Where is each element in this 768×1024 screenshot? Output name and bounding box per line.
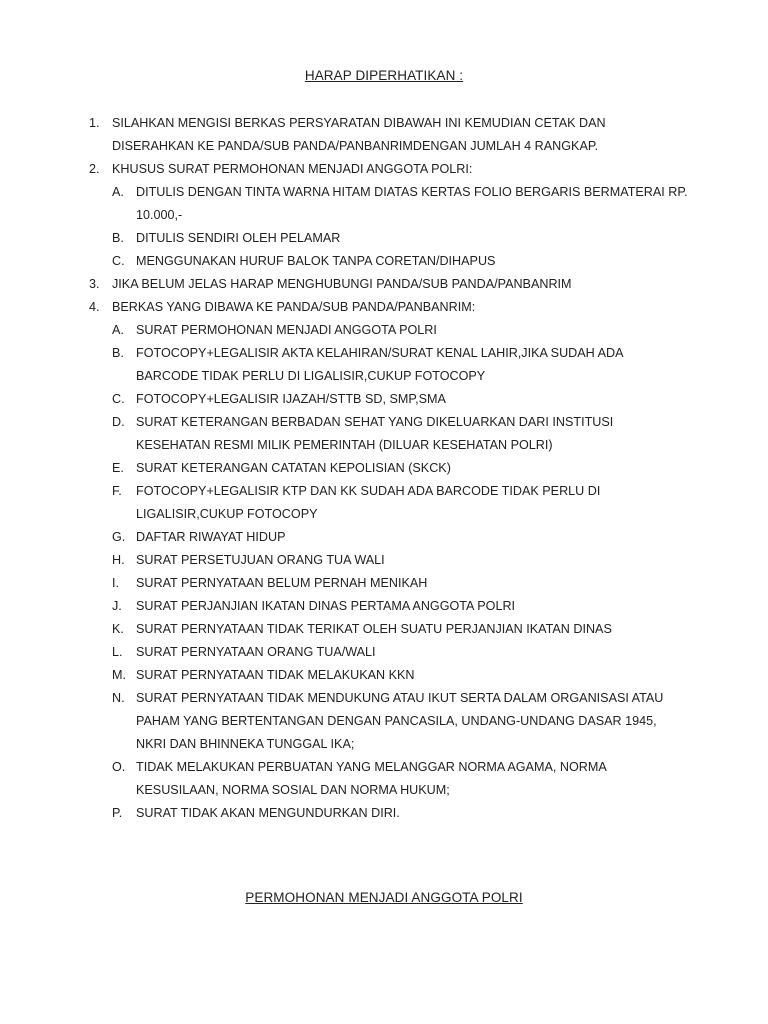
requirements-list — [0, 112, 768, 825]
sub-list-item — [112, 388, 688, 411]
sub-list-item — [112, 641, 688, 664]
sub-list-item-text: TIDAK MELAKUKAN PERBUATAN YANG MELANGGAR NORMA AGAMA, NORMA KESUSILAAN, NORMA SOSIAL DAN NORMA HUKUM; — [136, 760, 607, 797]
sub-list-item-letter: E. — [112, 461, 124, 475]
sub-list-item — [112, 756, 688, 802]
list-item-text: KHUSUS SURAT PERMOHONAN MENJADI ANGGOTA POLRI: — [112, 162, 473, 176]
sub-list-item — [112, 411, 688, 457]
sub-list-item-text: SURAT PERNYATAAN TIDAK TERIKAT OLEH SUATU PERJANJIAN IKATAN DINAS — [136, 622, 612, 636]
sub-list-item — [112, 526, 688, 549]
sub-list-item-text: FOTOCOPY+LEGALISIR KTP DAN KK SUDAH ADA BARCODE TIDAK PERLU DI LIGALISIR,CUKUP FOTOCOPY — [136, 484, 601, 521]
sub-list — [112, 181, 688, 273]
page-title: HARAP DIPERHATIKAN : — [304, 68, 464, 83]
sub-list-item-letter: K. — [112, 622, 124, 636]
sub-list-item — [112, 595, 688, 618]
sub-list-item-text: SURAT PERNYATAAN TIDAK MELAKUKAN KKN — [136, 668, 415, 682]
list-item-number: 2. — [89, 162, 100, 176]
sub-list-item-text: SURAT TIDAK AKAN MENGUNDURKAN DIRI. — [136, 806, 400, 820]
sub-list-item-text: MENGGUNAKAN HURUF BALOK TANPA CORETAN/DIHAPUS — [136, 254, 496, 268]
sub-list-item — [112, 664, 688, 687]
sub-list-item-letter: O. — [112, 760, 126, 774]
sub-list-item-text: FOTOCOPY+LEGALISIR AKTA KELAHIRAN/SURAT KENAL LAHIR,JIKA SUDAH ADA BARCODE TIDAK PERLU DI LIGALISIR,CUKUP FOTOCOPY — [136, 346, 623, 383]
list-item — [0, 296, 768, 825]
sub-list-item — [112, 342, 688, 388]
sub-list-item-letter: B. — [112, 346, 124, 360]
sub-list-item-text: SURAT PERSETUJUAN ORANG TUA WALI — [136, 553, 385, 567]
sub-list-item — [112, 250, 688, 273]
sub-list-item-letter: D. — [112, 415, 125, 429]
list-item — [0, 158, 768, 273]
list-item-number: 4. — [89, 300, 100, 314]
sub-list-item-text: DITULIS SENDIRI OLEH PELAMAR — [136, 231, 341, 245]
list-item — [0, 112, 768, 158]
sub-list-item-text: SURAT PERNYATAAN ORANG TUA/WALI — [136, 645, 376, 659]
sub-list-item — [112, 687, 688, 756]
sub-list-item — [112, 457, 688, 480]
sub-list-item-text: DAFTAR RIWAYAT HIDUP — [136, 530, 286, 544]
list-item-text: BERKAS YANG DIBAWA KE PANDA/SUB PANDA/PANBANRIM: — [112, 300, 476, 314]
sub-list-item-letter: M. — [112, 668, 126, 682]
sub-list-item — [112, 549, 688, 572]
sub-list-item-letter: H. — [112, 553, 125, 567]
sub-list-item — [112, 618, 688, 641]
sub-list-item-text: SURAT PERNYATAAN TIDAK MENDUKUNG ATAU IKUT SERTA DALAM ORGANISASI ATAU PAHAM YANG BERTENTANGAN DENGAN PANCASILA, UNDANG-UNDANG DASAR 1945, NKRI DAN BHINNEKA TUNGGAL IKA; — [136, 691, 664, 751]
list-item — [0, 273, 768, 296]
sub-list — [112, 319, 688, 825]
sub-list-item — [112, 480, 688, 526]
sub-list-item-text: DITULIS DENGAN TINTA WARNA HITAM DIATAS KERTAS FOLIO BERGARIS BERMATERAI RP. 10.000,- — [136, 185, 688, 222]
sub-list-item-text: SURAT PERJANJIAN IKATAN DINAS PERTAMA ANGGOTA POLRI — [136, 599, 516, 613]
sub-list-item-text: SURAT KETERANGAN BERBADAN SEHAT YANG DIKELUARKAN DARI INSTITUSI KESEHATAN RESMI MILIK PEMERINTAH (DILUAR KESEHATAN POLRI) — [136, 415, 614, 452]
sub-list-item-letter: I. — [112, 576, 119, 590]
list-item-text: JIKA BELUM JELAS HARAP MENGHUBUNGI PANDA/SUB PANDA/PANBANRIM — [112, 277, 572, 291]
sub-list-item — [112, 181, 688, 227]
sub-list-item-text: SURAT PERMOHONAN MENJADI ANGGOTA POLRI — [136, 323, 437, 337]
sub-list-item-letter: A. — [112, 323, 124, 337]
list-item-number: 3. — [89, 277, 100, 291]
sub-list-item — [112, 802, 688, 825]
sub-list-item-letter: F. — [112, 484, 122, 498]
sub-list-item-letter: L. — [112, 645, 123, 659]
sub-list-item — [112, 227, 688, 250]
sub-list-item — [112, 319, 688, 342]
sub-list-item — [112, 572, 688, 595]
sub-list-item-letter: C. — [112, 254, 125, 268]
sub-list-item-text: SURAT KETERANGAN CATATAN KEPOLISIAN (SKCK) — [136, 461, 451, 475]
sub-list-item-text: SURAT PERNYATAAN BELUM PERNAH MENIKAH — [136, 576, 428, 590]
sub-list-item-letter: C. — [112, 392, 125, 406]
sub-list-item-letter: N. — [112, 691, 125, 705]
sub-list-item-letter: J. — [112, 599, 122, 613]
list-item-number: 1. — [89, 116, 100, 130]
list-item-text: SILAHKAN MENGISI BERKAS PERSYARATAN DIBAWAH INI KEMUDIAN CETAK DAN DISERAHKAN KE PANDA/SUB PANDA/PANBANRIMDENGAN JUMLAH 4 RANGKAP. — [112, 116, 606, 153]
sub-list-item-text: FOTOCOPY+LEGALISIR IJAZAH/STTB SD, SMP,SMA — [136, 392, 446, 406]
section-title: PERMOHONAN MENJADI ANGGOTA POLRI — [245, 890, 523, 905]
sub-list-item-letter: A. — [112, 185, 124, 199]
sub-list-item-letter: G. — [112, 530, 126, 544]
sub-list-item-letter: P. — [112, 806, 123, 820]
sub-list-item-letter: B. — [112, 231, 124, 245]
